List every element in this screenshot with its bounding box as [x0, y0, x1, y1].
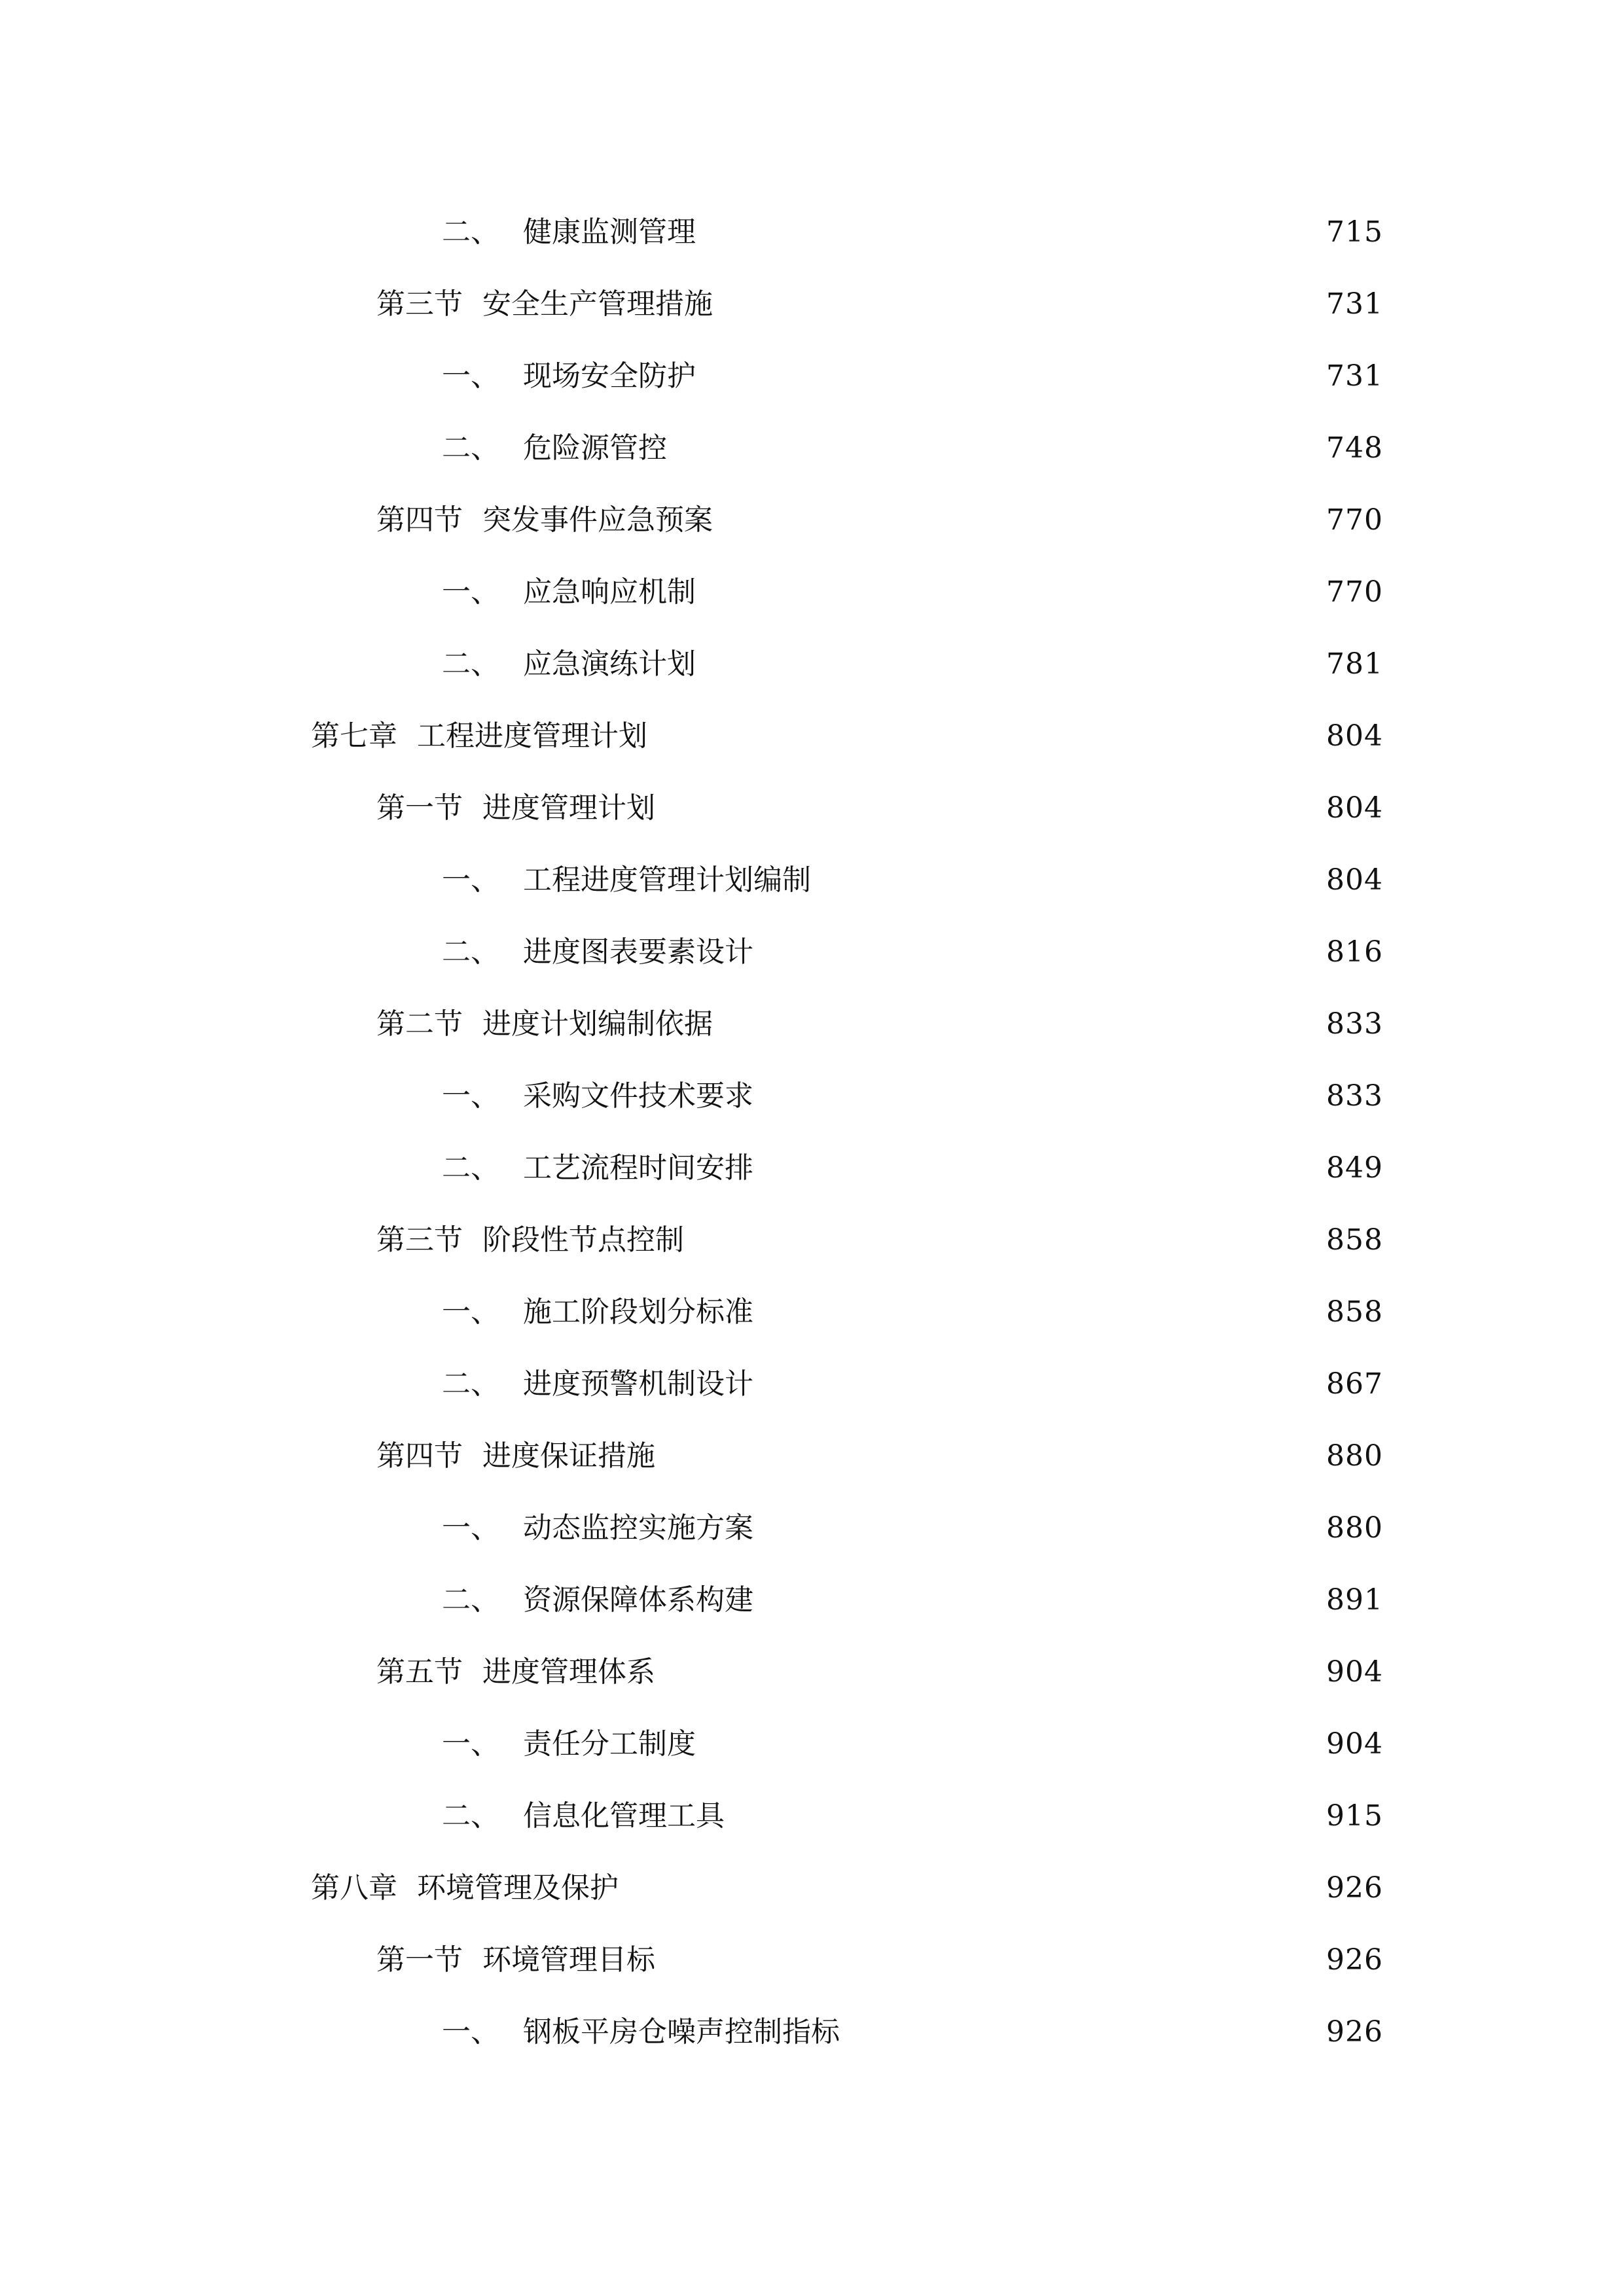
toc-entry-page-number: 715	[1326, 215, 1383, 249]
toc-entry-page-number: 926	[1326, 1943, 1383, 1977]
dot-leader	[763, 1154, 1317, 1183]
toc-entry-title: 环境管理目标	[482, 1943, 655, 1977]
dot-leader	[664, 794, 1317, 823]
toc-entry-page-number: 804	[1326, 791, 1383, 825]
toc-entry-page-number: 926	[1326, 1871, 1383, 1905]
dot-leader	[820, 866, 1317, 895]
toc-entry-prefix: 二、	[442, 1583, 499, 1617]
toc-entry[interactable]	[442, 1780, 1383, 1852]
toc-entry-page-number: 858	[1326, 1295, 1383, 1329]
toc-entry-title: 现场安全防护	[523, 359, 696, 393]
toc-entry[interactable]	[442, 340, 1383, 412]
toc-entry-prefix: 一、	[442, 863, 499, 897]
toc-entry-title: 健康监测管理	[523, 215, 696, 249]
toc-entry-prefix: 二、	[442, 1151, 499, 1185]
toc-entry[interactable]	[376, 1924, 1383, 1996]
toc-entry-prefix: 二、	[442, 431, 499, 465]
toc-entry[interactable]	[376, 988, 1383, 1060]
dot-leader	[664, 1442, 1317, 1471]
toc-entry[interactable]	[442, 196, 1383, 268]
toc-entry-prefix: 第二节	[376, 1007, 463, 1041]
toc-entry-title: 工程进度管理计划	[417, 719, 647, 753]
toc-entry[interactable]	[442, 1492, 1383, 1564]
toc-entry[interactable]	[311, 1852, 1383, 1924]
dot-leader	[763, 1298, 1317, 1327]
toc-entry-prefix: 第四节	[376, 1439, 463, 1473]
toc-entry-prefix: 二、	[442, 1367, 499, 1401]
toc-entry-title: 安全生产管理措施	[482, 287, 713, 321]
toc-entry-page-number: 804	[1326, 863, 1383, 897]
dot-leader	[849, 2018, 1317, 2047]
toc-entry-prefix: 一、	[442, 1511, 499, 1545]
toc-entry[interactable]	[442, 1132, 1383, 1204]
toc-entry-page-number: 748	[1326, 431, 1383, 465]
toc-entry-page-number: 880	[1326, 1439, 1383, 1473]
toc-entry-prefix: 第八章	[311, 1871, 397, 1905]
toc-entry-title: 进度预警机制设计	[523, 1367, 753, 1401]
toc-entry-title: 危险源管控	[523, 431, 667, 465]
toc-entry-title: 进度保证措施	[482, 1439, 655, 1473]
toc-entry-page-number: 867	[1326, 1367, 1383, 1401]
dot-leader	[628, 1874, 1317, 1903]
toc-entry[interactable]	[376, 1636, 1383, 1708]
toc-entry-page-number: 731	[1326, 287, 1383, 321]
toc-entry-prefix: 第四节	[376, 503, 463, 537]
toc-entry[interactable]	[442, 1708, 1383, 1780]
toc-entry-prefix: 第三节	[376, 287, 463, 321]
dot-leader	[722, 1010, 1317, 1039]
toc-entry-page-number: 880	[1326, 1511, 1383, 1545]
toc-entry[interactable]	[442, 916, 1383, 988]
toc-entry-page-number: 816	[1326, 935, 1383, 969]
dot-leader	[763, 1370, 1317, 1399]
toc-entry-page-number: 926	[1326, 2015, 1383, 2049]
toc-entry-prefix: 二、	[442, 215, 499, 249]
toc-entry-title: 进度管理体系	[482, 1655, 655, 1689]
toc-entry[interactable]	[442, 1564, 1383, 1636]
toc-entry[interactable]	[442, 1276, 1383, 1348]
toc-entry[interactable]	[376, 772, 1383, 844]
toc-entry-title: 资源保障体系构建	[523, 1583, 753, 1617]
toc-entry-page-number: 915	[1326, 1799, 1383, 1833]
toc-entry-page-number: 770	[1326, 503, 1383, 537]
toc-entry-title: 应急演练计划	[523, 647, 696, 681]
toc-entry-page-number: 770	[1326, 575, 1383, 609]
toc-entry-prefix: 二、	[442, 935, 499, 969]
toc-entry-prefix: 第三节	[376, 1223, 463, 1257]
dot-leader	[705, 362, 1317, 391]
dot-leader	[657, 722, 1317, 751]
toc-entry-prefix: 第一节	[376, 791, 463, 825]
toc-entry-title: 应急响应机制	[523, 575, 696, 609]
dot-leader	[763, 1514, 1317, 1543]
toc-entry[interactable]	[442, 628, 1383, 700]
toc-entry-title: 进度计划编制依据	[482, 1007, 713, 1041]
dot-leader	[763, 1586, 1317, 1615]
toc-entry[interactable]	[311, 700, 1383, 772]
toc-entry-title: 责任分工制度	[523, 1727, 696, 1761]
dot-leader	[705, 578, 1317, 607]
toc-entry-prefix: 一、	[442, 1727, 499, 1761]
toc-entry-title: 施工阶段划分标准	[523, 1295, 753, 1329]
toc-entry-title: 工程进度管理计划编制	[523, 863, 811, 897]
dot-leader	[693, 1226, 1317, 1255]
toc-entry[interactable]	[442, 1060, 1383, 1132]
toc-entry-title: 进度管理计划	[482, 791, 655, 825]
toc-entry-prefix: 二、	[442, 647, 499, 681]
dot-leader	[722, 506, 1317, 535]
toc-entry[interactable]	[442, 1348, 1383, 1420]
dot-leader	[705, 650, 1317, 679]
toc-entry[interactable]	[442, 1996, 1383, 2068]
toc-entry-prefix: 第五节	[376, 1655, 463, 1689]
toc-entry-title: 进度图表要素设计	[523, 935, 753, 969]
toc-entry-page-number: 833	[1326, 1007, 1383, 1041]
dot-leader	[664, 1946, 1317, 1975]
toc-entry-prefix: 二、	[442, 1799, 499, 1833]
toc-entry-title: 工艺流程时间安排	[523, 1151, 753, 1185]
toc-entry-page-number: 731	[1326, 359, 1383, 393]
toc-entry-page-number: 849	[1326, 1151, 1383, 1185]
toc-entry[interactable]	[376, 1204, 1383, 1276]
toc-entry-prefix: 一、	[442, 1079, 499, 1113]
toc-entry-title: 钢板平房仓噪声控制指标	[523, 2015, 840, 2049]
toc-entry-title: 动态监控实施方案	[523, 1511, 753, 1545]
toc-entry-page-number: 891	[1326, 1583, 1383, 1617]
toc-entry-page-number: 804	[1326, 719, 1383, 753]
toc-entry-prefix: 一、	[442, 1295, 499, 1329]
toc-entry-page-number: 781	[1326, 647, 1383, 681]
toc-entry-title: 阶段性节点控制	[482, 1223, 684, 1257]
toc-entry-prefix: 第七章	[311, 719, 397, 753]
toc-entry-title: 环境管理及保护	[417, 1871, 619, 1905]
toc-entry[interactable]	[442, 844, 1383, 916]
dot-leader	[722, 290, 1317, 319]
toc-entry[interactable]	[442, 556, 1383, 628]
toc-entry-prefix: 第一节	[376, 1943, 463, 1977]
toc-entry-page-number: 904	[1326, 1727, 1383, 1761]
toc-entry[interactable]	[376, 1420, 1383, 1492]
toc-entry-page-number: 833	[1326, 1079, 1383, 1113]
dot-leader	[763, 1082, 1317, 1111]
dot-leader	[734, 1802, 1317, 1831]
toc-entry-title: 信息化管理工具	[523, 1799, 725, 1833]
toc-entry-page-number: 858	[1326, 1223, 1383, 1257]
dot-leader	[763, 938, 1317, 967]
dot-leader	[705, 1730, 1317, 1759]
toc-entry-page-number: 904	[1326, 1655, 1383, 1689]
toc-entry[interactable]	[376, 484, 1383, 556]
toc-entry-title: 突发事件应急预案	[482, 503, 713, 537]
toc-entry[interactable]	[376, 268, 1383, 340]
dot-leader	[664, 1658, 1317, 1687]
toc-entry-prefix: 一、	[442, 359, 499, 393]
toc-entry-prefix: 一、	[442, 2015, 499, 2049]
toc-entry-prefix: 一、	[442, 575, 499, 609]
toc-entry-title: 采购文件技术要求	[523, 1079, 753, 1113]
toc-entry[interactable]	[442, 412, 1383, 484]
dot-leader	[676, 434, 1317, 463]
dot-leader	[705, 218, 1317, 247]
